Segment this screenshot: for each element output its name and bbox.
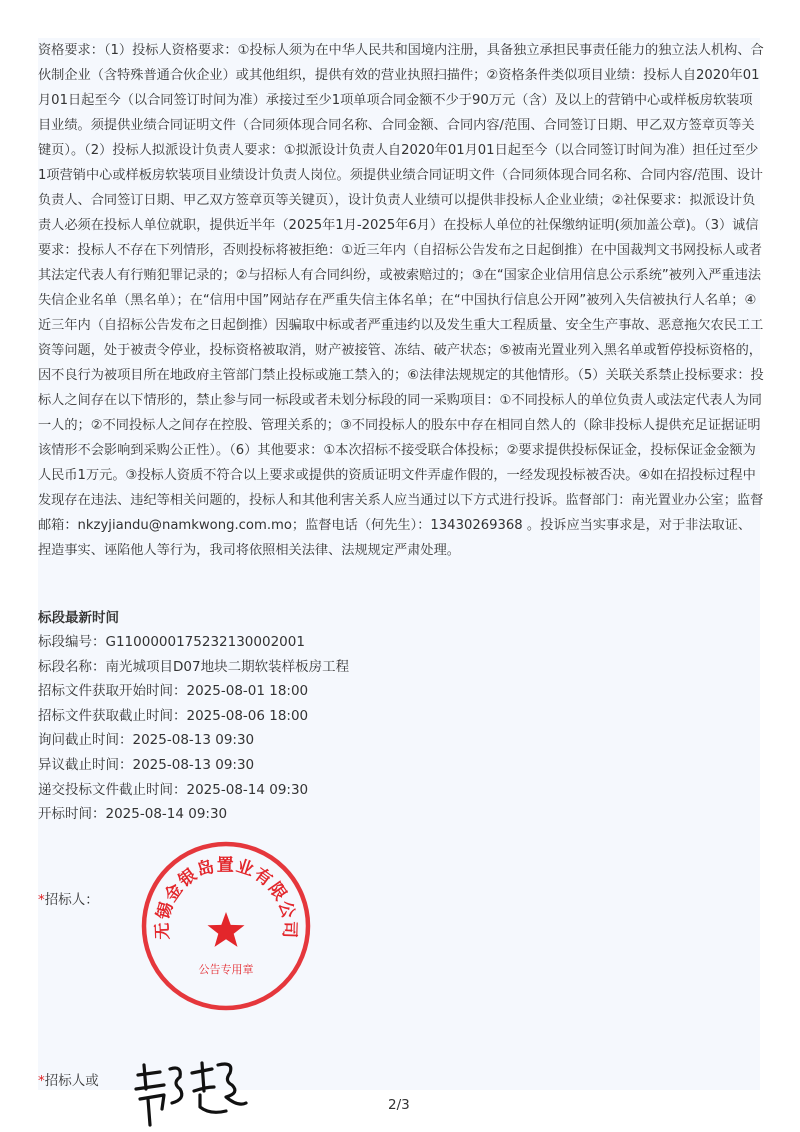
handwritten-signature — [130, 1055, 250, 1131]
info-row-objection-deadline: 异议截止时间：2025-08-13 09:30 — [38, 756, 255, 773]
info-row-doc-end-time: 招标文件获取截止时间：2025-08-06 18:00 — [38, 707, 309, 724]
page-number: 2/3 — [388, 1097, 410, 1113]
section-title: 标段最新时间 — [38, 610, 119, 626]
info-row-inquiry-deadline: 询问截止时间：2025-08-13 09:30 — [38, 732, 255, 749]
required-asterisk: * — [38, 892, 45, 908]
info-row-opening-time: 开标时间：2025-08-14 09:30 — [38, 806, 228, 823]
info-row-section-name: 标段名称：南光城项目D07地块二期软装样板房工程 — [38, 658, 350, 675]
required-asterisk: * — [38, 1073, 45, 1089]
seal-star-icon — [208, 912, 245, 947]
official-seal-stamp — [140, 840, 312, 1012]
info-row-submission-deadline: 递交投标文件截止时间：2025-08-14 09:30 — [38, 781, 309, 798]
seal-company-name: 无锡金银岛置业有限公司 — [152, 855, 300, 940]
seal-type-label: 公告专用章 — [198, 963, 254, 976]
tenderer-label-row — [38, 888, 99, 908]
tenderer-agent-label-row — [38, 1069, 99, 1089]
info-row-doc-start-time: 招标文件获取开始时间：2025-08-01 18:00 — [38, 683, 309, 700]
qualification-requirements-text: 资格要求：（1）投标人资格要求：①投标人须为在中华人民共和国境内注册，具备独立承担民事责任能力的独立法人机构、合伙制企业（含特殊普通合伙企业）或其他组织，提供有效的营业执照扫描件；②资格条件类似项目业绩：投标人自2020年01月01日起至今（以合同签订时间为准）承接过至少1项单项合同金额不少于90万元（含）及以上的营销中心或样板房软装项目业绩。须提供业绩合同证明文件（合同须体现合同名称、合同金额、合同内容/范围、合同签订日期、甲乙双方签章页等关键页）。（2）投标人拟派设计负责人要求：①拟派设计负责人自2020年01月01日起至今（以合同签订时间为准）担任过至少1项营销中心或样板房软装项目业绩设计负责人岗位。须提供业绩合同证明文件（合同须体现合同名称、合同内容/范围、设计负责人、合同签订日期、甲乙双方签章页等关键页），设计负责人业绩可以提供非投标人企业业绩；②社保要求：拟派设计负责人必须在投标人单位就职，提供近半年（2025年1月-2025年6月）在投标人单位的社保缴纳证明(须加盖公章)。（3）诚信要求：投标人不存在下列情形，否则投标将被拒绝：①近三年内（自招标公告发布之日起倒推）在中国裁判文书网投标人或者其法定代表人有行贿犯罪记录的；②与招标人有合同纠纷，或被索赔过的；③在“国家企业信用信息公示系统”被列入严重违法失信企业名单（黑名单）；在“信用中国”网站存在严重失信主体名单；在“中国执行信息公开网”被列入失信被执行人名单；④近三年内（自招标公告发布之日起倒推）因骗取中标或者严重违约以及发生重大工程质量、安全生产事故、恶意拖欠农民工工资等问题，处于被责令停业，投标资格被取消，财产被接管、冻结、破产状态；⑤被南光置业列入黑名单或暂停投标资格的，因不良行为被项目所在地政府主管部门禁止投标或施工禁入的；⑥法律法规规定的其他情形。（5）关联关系禁止投标要求：投标人之间存在以下情形的，禁止参与同一标段或者未划分标段的同一采购项目：①不同投标人的单位负责人或法定代表人为同一人的；②不同投标人之间存在控股、管理关系的；③不同投标人的股东中存在相同自然人的（除非投标人提供充足证据证明该情形不会影响到采购公正性）。（6）其他要求：①本次招标不接受联合体投标；②要求提供投标保证金，投标保证金金额为人民币1万元。③投标人资质不符合以上要求或提供的资质证明文件弄虚作假的，一经发现投标被否决。④如在招投标过程中发现存在违法、违纪等相关问题的，投标人和其他利害关系人应当通过以下方式进行投诉。监督部门：南光置业办公室；监督邮箱：nkzyjiandu@namkwong.com.mo；监督电话（何先生）：13430269368 。投诉应当实事求是，对于非法取证、捏造事实、诬陷他人等行为，我司将依照相关法律、法规规定严肃处理。 — [38, 43, 764, 558]
info-row-section-number: 标段编号：G1100000175232130002001 — [38, 634, 305, 650]
tenderer-agent-label: 招标人或 — [44, 1073, 99, 1089]
tenderer-label: 招标人： — [44, 892, 99, 908]
bid-section-info-list — [38, 630, 349, 827]
